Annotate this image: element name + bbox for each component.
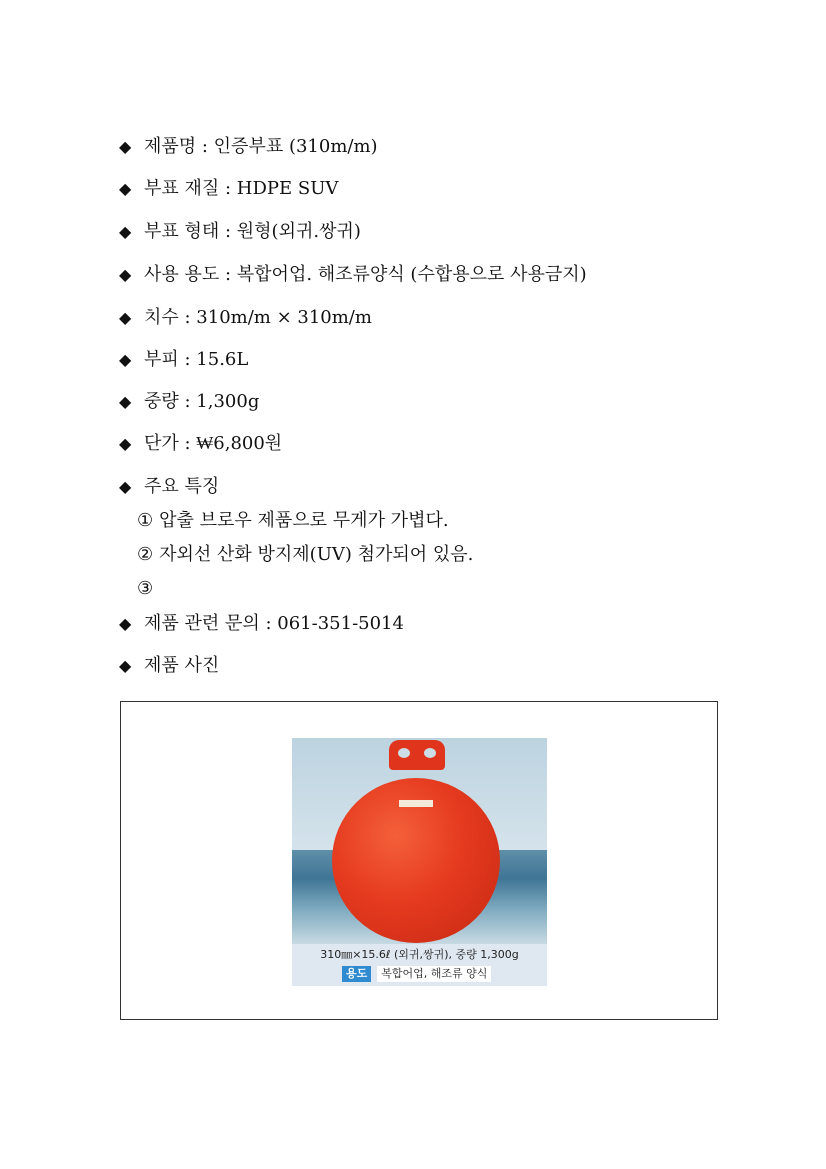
feature-number: ① xyxy=(137,510,154,531)
feature-number: ② xyxy=(137,544,154,565)
feature-text: 자외선 산화 방지제(UV) 첨가되어 있음. xyxy=(159,544,474,565)
diamond-bullet-icon: ◆ xyxy=(119,350,132,369)
diamond-bullet-icon: ◆ xyxy=(119,392,132,411)
buoy-label-tag xyxy=(399,800,433,807)
spec-text: 치수 : 310m/m × 310m/m xyxy=(144,307,372,328)
spec-dimensions xyxy=(119,303,372,333)
lug-hole xyxy=(398,748,410,758)
diamond-bullet-icon: ◆ xyxy=(119,137,132,156)
spec-text: 부피 : 15.6L xyxy=(144,349,249,370)
diamond-bullet-icon: ◆ xyxy=(119,434,132,453)
feature-number: ③ xyxy=(137,578,154,599)
spec-product-name xyxy=(119,132,378,162)
spec-usage xyxy=(119,260,587,290)
photo-caption-box xyxy=(292,944,547,986)
spec-photo-heading xyxy=(119,651,219,681)
product-photo xyxy=(292,738,547,986)
usage-badge: 용도 xyxy=(342,966,371,982)
photo-heading-text: 제품 사진 xyxy=(144,655,220,676)
spec-volume xyxy=(119,345,248,375)
diamond-bullet-icon: ◆ xyxy=(119,477,132,496)
contact-text: 제품 관련 문의 : 061-351-5014 xyxy=(144,613,404,634)
spec-contact xyxy=(119,609,404,639)
spec-weight xyxy=(119,387,259,417)
diamond-bullet-icon: ◆ xyxy=(119,614,132,633)
feature-item xyxy=(137,506,449,536)
buoy-lug xyxy=(389,740,445,770)
feature-text: 압출 브로우 제품으로 무게가 가볍다. xyxy=(159,510,449,531)
feature-item xyxy=(137,574,159,604)
photo-caption: 310㎜×15.6ℓ (외귀,쌍귀), 중량 1,300g xyxy=(320,948,519,961)
feature-item xyxy=(137,540,473,570)
diamond-bullet-icon: ◆ xyxy=(119,179,132,198)
spec-text: 단가 : ₩6,800원 xyxy=(144,433,283,454)
spec-material xyxy=(119,174,338,204)
spec-shape xyxy=(119,217,361,247)
spec-text: 주요 특징 xyxy=(144,476,220,497)
spec-text: 부표 형태 : 원형(외귀.쌍귀) xyxy=(144,221,361,242)
diamond-bullet-icon: ◆ xyxy=(119,656,132,675)
spec-text: 사용 용도 : 복합어업. 해조류양식 (수합용으로 사용금지) xyxy=(144,264,587,285)
usage-text: 복합어업, 해조류 양식 xyxy=(377,966,491,982)
diamond-bullet-icon: ◆ xyxy=(119,265,132,284)
spec-features-heading xyxy=(119,472,219,502)
spec-text: 중량 : 1,300g xyxy=(144,391,260,412)
photo-frame xyxy=(120,701,718,1020)
spec-text: 제품명 : 인증부표 (310m/m) xyxy=(144,136,378,157)
diamond-bullet-icon: ◆ xyxy=(119,308,132,327)
photo-usage-line xyxy=(342,966,491,982)
spec-text: 부표 재질 : HDPE SUV xyxy=(144,178,339,199)
spec-price xyxy=(119,429,282,459)
diamond-bullet-icon: ◆ xyxy=(119,222,132,241)
lug-hole xyxy=(424,748,436,758)
